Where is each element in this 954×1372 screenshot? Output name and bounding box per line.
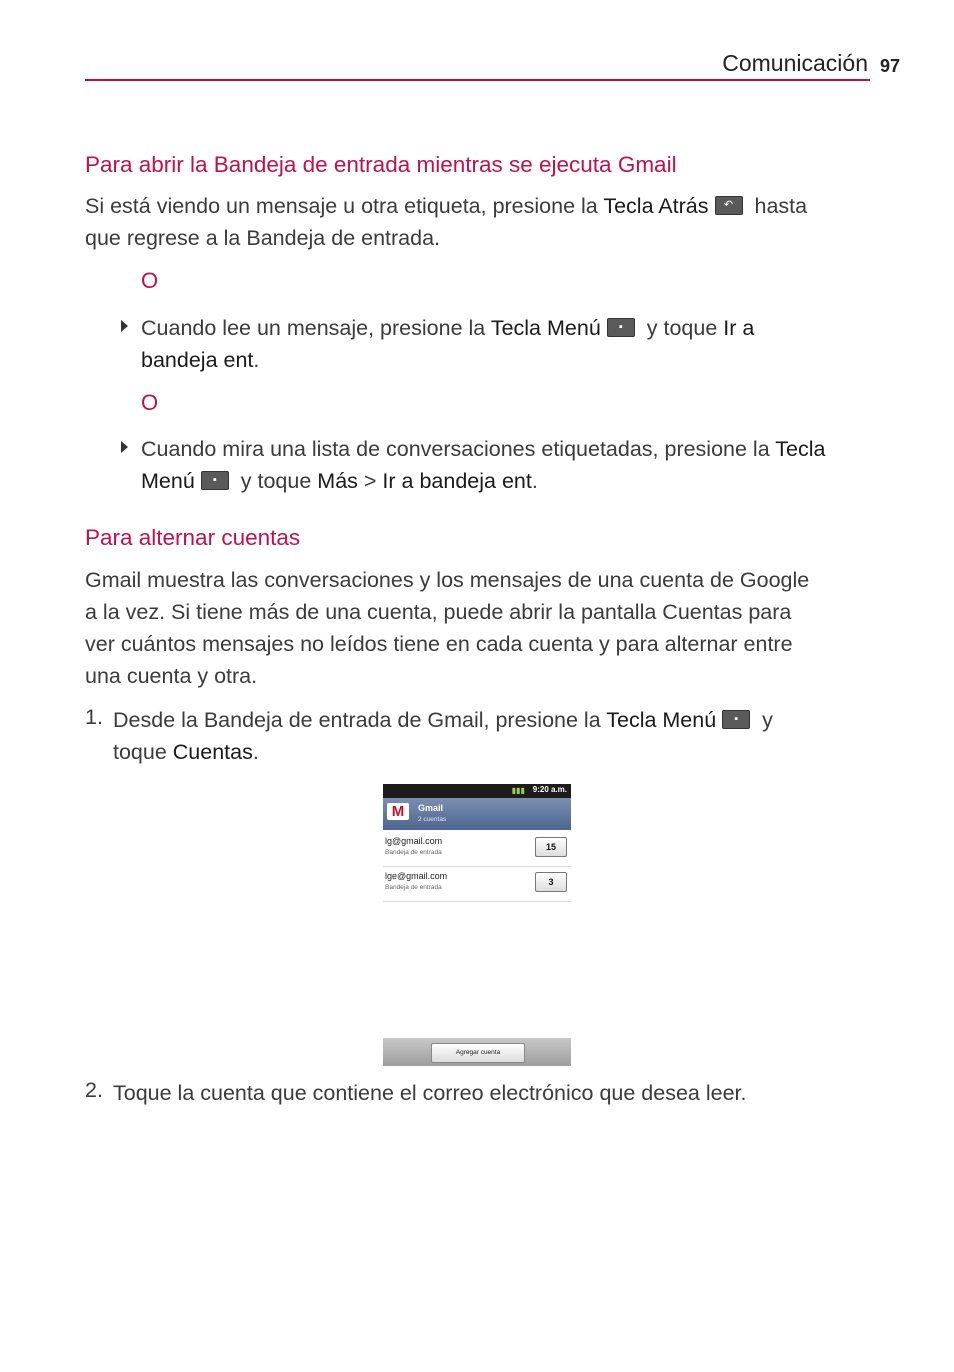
- account-label: Bandeja de entrada: [385, 884, 442, 891]
- app-title: Gmail: [418, 803, 444, 813]
- paragraph-line: una cuenta y otra.: [85, 664, 258, 688]
- heading-open-inbox: Para abrir la Bandeja de entrada mientras se ejecuta Gmail: [85, 152, 677, 177]
- step-number: 1.: [85, 705, 103, 729]
- add-account-button[interactable]: Agregar cuenta: [431, 1043, 525, 1063]
- menu-key-icon: ▪: [607, 318, 635, 337]
- account-label: Bandeja de entrada: [385, 849, 442, 856]
- bullet-text: Cuando lee un mensaje, presione la: [141, 316, 491, 340]
- header-rule: [85, 79, 870, 81]
- menu-key-label: Menú: [141, 469, 195, 493]
- accounts-screenshot: [383, 784, 571, 1066]
- gmail-icon: M: [387, 803, 409, 820]
- bullet-text: y toque: [234, 469, 318, 493]
- command-label: bandeja ent: [141, 348, 254, 372]
- account-email: lg@gmail.com: [385, 836, 443, 846]
- punctuation: .: [252, 740, 259, 764]
- menu-key-icon: ▪: [201, 471, 229, 490]
- account-email: lge@gmail.com: [385, 871, 448, 881]
- step-2: Toque la cuenta que contiene el correo electrónico que desea leer.: [113, 1081, 747, 1105]
- unread-count: 15: [535, 837, 567, 857]
- intro-text-line2: que regrese a la Bandeja de entrada.: [85, 226, 441, 250]
- bullet-item: [141, 433, 881, 497]
- intro-paragraph: [85, 190, 875, 254]
- step-1: [113, 704, 873, 768]
- status-time: 9:20 a.m.: [532, 785, 567, 794]
- bullet-arrow-icon: [121, 320, 128, 332]
- step-number: 2.: [85, 1078, 103, 1102]
- command-label: Ir a bandeja ent: [382, 469, 532, 493]
- intro-text: Si está viendo un mensaje u otra etiqueta, presione la: [85, 194, 604, 218]
- accounts-paragraph: [85, 564, 875, 692]
- menu-key-label: Tecla Menú: [606, 708, 717, 732]
- app-subtitle: 2 cuentas: [418, 816, 447, 823]
- account-row[interactable]: [383, 832, 571, 867]
- step-text: Desde la Bandeja de entrada de Gmail, presione la: [113, 708, 607, 732]
- paragraph-line: a la vez. Si tiene más de una cuenta, puede abrir la pantalla Cuentas para: [85, 600, 792, 624]
- command-label: Cuentas: [172, 740, 253, 764]
- bullet-text: y toque: [640, 316, 724, 340]
- menu-key-label: Tecla: [775, 437, 826, 461]
- bullet-arrow-icon: [121, 441, 128, 453]
- paragraph-line: ver cuántos mensajes no leídos tiene en cada cuenta y para alternar entre: [85, 632, 793, 656]
- status-bar: [383, 784, 571, 798]
- back-arrow-icon: ↶: [715, 196, 743, 215]
- page-number: 97: [880, 56, 901, 76]
- heading-switch-accounts: Para alternar cuentas: [85, 525, 301, 550]
- app-title-bar: [383, 798, 571, 830]
- account-row[interactable]: [383, 867, 571, 902]
- menu-key-label: Tecla Menú: [490, 316, 601, 340]
- paragraph-line: Gmail muestra las conversaciones y los mensajes de una cuenta de Google: [85, 568, 810, 592]
- separator: >: [357, 469, 383, 493]
- command-label: Ir a: [723, 316, 755, 340]
- bullet-item: [141, 312, 881, 376]
- step-text: y: [756, 708, 773, 732]
- step-text: toque: [113, 740, 173, 764]
- menu-key-icon: ▪: [722, 710, 750, 729]
- punctuation: .: [253, 348, 260, 372]
- or-separator: O: [141, 390, 159, 415]
- unread-count: 3: [535, 872, 567, 892]
- back-key-label: Tecla Atrás: [603, 194, 709, 218]
- bottom-bar: [383, 1038, 571, 1066]
- signal-icon: ▮▮▮: [511, 786, 525, 795]
- or-separator: O: [141, 268, 159, 293]
- bullet-text: Cuando mira una lista de conversaciones etiquetadas, presione la: [141, 437, 776, 461]
- section-title: Comunicación: [722, 50, 868, 76]
- punctuation: .: [531, 469, 538, 493]
- command-label: Más: [317, 469, 358, 493]
- intro-text-end: hasta: [748, 194, 808, 218]
